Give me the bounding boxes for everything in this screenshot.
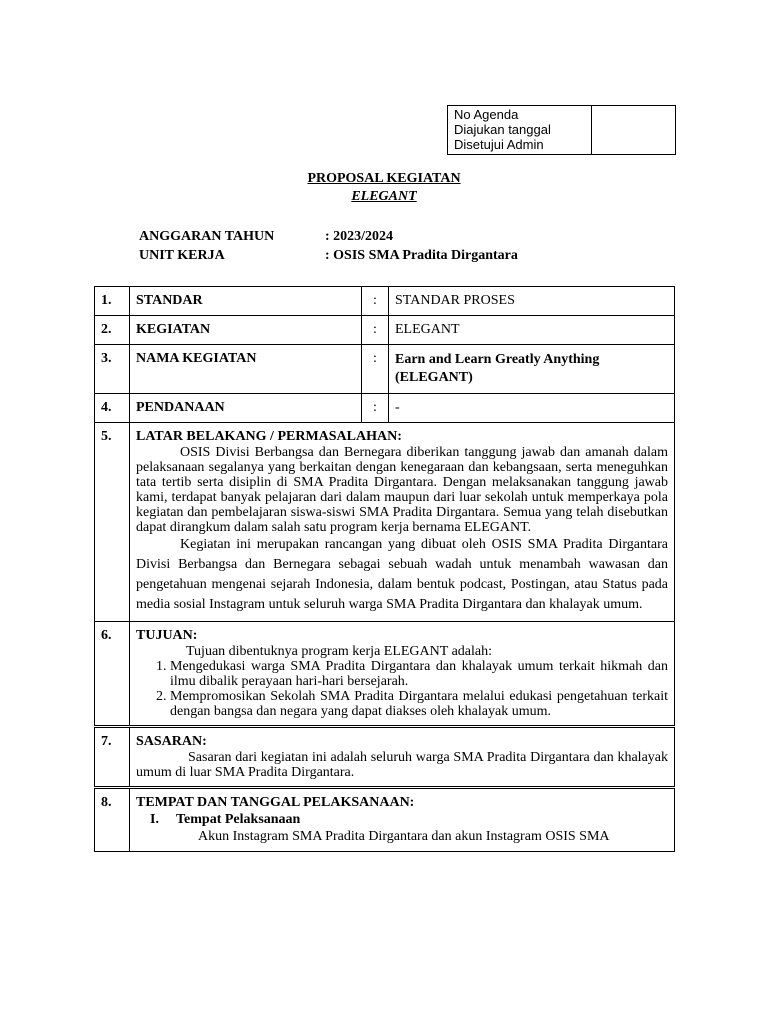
row-colon: :: [362, 316, 389, 345]
row-value: -: [389, 394, 675, 423]
row-value: ELEGANT: [389, 316, 675, 345]
row-number: 2.: [95, 316, 130, 345]
row-value: STANDAR PROSES: [389, 287, 675, 316]
latar-heading: LATAR BELAKANG / PERMASALAHAN:: [136, 429, 402, 444]
agenda-labels: [448, 106, 592, 154]
table-row-latar-belakang: [95, 423, 675, 622]
subsection-number: I.: [150, 812, 159, 827]
proposal-subtitle: ELEGANT: [351, 189, 417, 204]
agenda-approved-label: Disetujui Admin: [454, 137, 544, 152]
row-label: PENDANAAN: [130, 394, 362, 423]
agenda-box: [447, 105, 676, 155]
agenda-no-label: No Agenda: [454, 107, 519, 122]
table-row-tempat: [95, 788, 675, 852]
row-value: Earn and Learn Greatly Anything (ELEGANT): [389, 345, 675, 394]
list-item: 1. Mengedukasi warga SMA Pradita Dirgantara dan khalayak umum terkait hikmah dan ilmu dibalik perayaan hari-hari bersejarah.: [170, 659, 668, 689]
row-colon: :: [362, 287, 389, 316]
budget-year-value: : 2023/2024: [325, 229, 394, 244]
agenda-submitted-label: Diajukan tanggal: [454, 122, 551, 137]
work-unit-value: : OSIS SMA Pradita Dirgantara: [325, 248, 518, 263]
budget-year-key: ANGGARAN TAHUN: [139, 229, 275, 244]
work-unit-line: [139, 248, 518, 264]
tempat-text: Akun Instagram SMA Pradita Dirgantara dan akun Instagram OSIS SMA: [198, 829, 610, 844]
table-row-standar: [95, 287, 675, 316]
table-row-kegiatan: [95, 316, 675, 345]
row-colon: :: [362, 345, 389, 394]
list-item: 2. Mempromosikan Sekolah SMA Pradita Dirgantara melalui edukasi pengetahuan terkait dengan bangsa dan negara yang dapat diakses oleh khalayak umum.: [170, 689, 668, 719]
table-row-tujuan: [95, 622, 675, 727]
row-label: KEGIATAN: [130, 316, 362, 345]
row-colon: :: [362, 394, 389, 423]
budget-year-line: [139, 229, 393, 245]
row-label: STANDAR: [130, 287, 362, 316]
tujuan-cell: [130, 622, 675, 727]
agenda-values-cell: [592, 106, 675, 154]
row-number: 1.: [95, 287, 130, 316]
proposal-title: PROPOSAL KEGIATAN: [307, 171, 461, 186]
latar-cell: [130, 423, 675, 622]
row-number: 3.: [95, 345, 130, 394]
latar-paragraph-1: OSIS Divisi Berbangsa dan Bernegara diberikan tanggung jawab dan amanah dalam pelaksanaan segalanya yang berkaitan dengan kenegaraan dan kebangsaan, serta meneguhkan tata tertib serta disiplin di SMA Pradita Dirgantara. Dengan melaksanakan tanggung jawab kami, terdapat banyak pelajaran dari dalam maupun dari luar sekolah untuk memperkaya pola kegiatan dan pembelajaran siswa-siswi SMA Pradita Dirgantara. Semua yang telah disebutkan dapat dirangkum dalam salah satu program kerja bernama ELEGANT.: [136, 445, 668, 535]
tujuan-intro: Tujuan dibentuknya program kerja ELEGANT adalah:: [186, 644, 492, 659]
sasaran-cell: [130, 727, 675, 788]
tempat-subsection: [136, 811, 668, 828]
tempat-cell: [130, 788, 675, 852]
table-row-sasaran: [95, 727, 675, 788]
proposal-table: [94, 286, 675, 852]
sasaran-text: Sasaran dari kegiatan ini adalah seluruh warga SMA Pradita Dirgantara dan khalayak umum di luar SMA Pradita Dirgantara.: [136, 750, 668, 780]
latar-paragraph-2: Kegiatan ini merupakan rancangan yang dibuat oleh OSIS SMA Pradita Dirgantara Divisi Berbangsa dan Bernegara sebagai sebuah wadah untuk menambah wawasan dan pengetahuan mengenai sejarah Indonesia, dalam bentuk podcast, Postingan, atau Status pada media sosial Instagram untuk seluruh warga SMA Pradita Dirgantara dan khalayak umum.: [136, 537, 668, 612]
row-number: 7.: [95, 727, 130, 788]
row-number: 4.: [95, 394, 130, 423]
table-row-pendanaan: [95, 394, 675, 423]
tujuan-heading: TUJUAN:: [136, 628, 198, 643]
table-row-nama-kegiatan: [95, 345, 675, 394]
subsection-label: Tempat Pelaksanaan: [176, 812, 301, 827]
tempat-heading: TEMPAT DAN TANGGAL PELAKSANAAN:: [136, 795, 415, 810]
row-number: 8.: [95, 788, 130, 852]
sasaran-heading: SASARAN:: [136, 734, 207, 749]
row-number: 6.: [95, 622, 130, 727]
row-label: NAMA KEGIATAN: [130, 345, 362, 394]
tujuan-list: [136, 659, 668, 719]
row-number: 5.: [95, 423, 130, 622]
work-unit-key: UNIT KERJA: [139, 248, 225, 263]
